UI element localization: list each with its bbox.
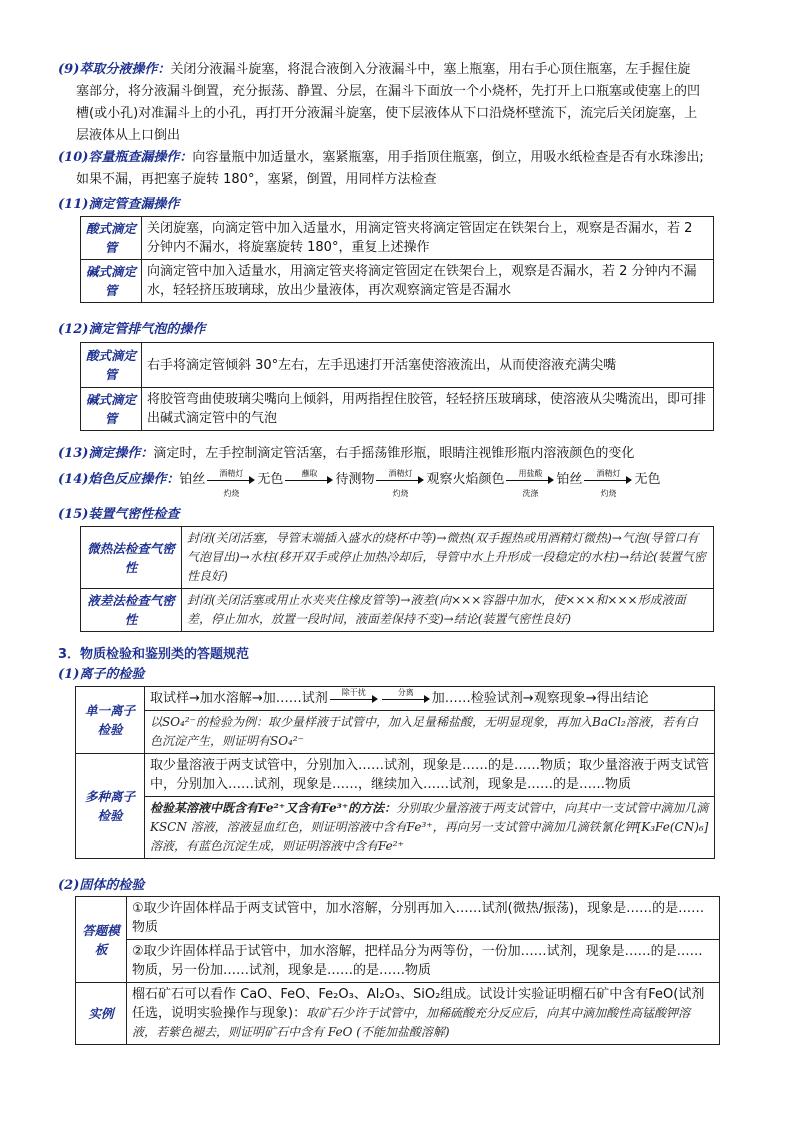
section-11-title: (11)滴定管查漏操作	[58, 197, 180, 212]
row-label: 实例	[76, 983, 127, 1045]
section-13-text: 滴定时，左手控制滴定管活塞，右手摇荡锥形瓶，眼睛注视锥形瓶内溶液颜色的变化	[153, 446, 635, 461]
table-row	[81, 589, 714, 632]
row-label: 微热法检查气密性	[81, 527, 182, 589]
row-label: 酸式滴定管	[81, 343, 142, 388]
section-9-label: (9)萃取分液操作：	[58, 62, 171, 77]
fe-example: 检验某溶液中既含有Fe²⁺又含有Fe³⁺的方法：分别取少量溶液于两支试管中，向其中一支试管中滴加几滴 KSCN 溶液，溶液显血红色，则证明溶液中含有Fe³⁺，再向另一支试管中滴加几滴铁氰化钾[K₃Fe(CN)₆]溶液，有蓝色沉淀生成，则证明溶液中含有Fe²⁺	[145, 797, 715, 859]
arrow-icon: 酒精灯 灼烧	[584, 473, 632, 487]
table-row	[76, 687, 715, 711]
ion-test-table	[75, 686, 715, 859]
flow-word: 待测物	[335, 472, 375, 487]
section-14	[58, 468, 758, 498]
flow-word: 无色	[634, 472, 661, 487]
solid-test-title: (2)固体的检验	[58, 878, 145, 893]
example-text: 榴石矿石可以看作 CaO、FeO、Fe₂O₃、Al₂O₃、SiO₂组成。试设计实验证明榴石矿中含有FeO(试剂任选，说明实验操作与现象)：取矿石少许于试管中，加稀硫酸充分反应后，向其中滴加酸性高锰酸钾溶液，若紫色褪去，则证明矿石中含有 FeO (不能加盐酸溶解)	[127, 983, 720, 1045]
section-3-title: 3．物质检验和鉴别类的答题规范	[58, 647, 250, 662]
section-12-title: (12)滴定管排气泡的操作	[58, 322, 206, 337]
section-10-line1: 向容量瓶中加适量水，塞紧瓶塞，用手指顶住瓶塞，倒立，用吸水纸检查是否有水珠渗出;	[192, 150, 704, 165]
table-row	[76, 983, 720, 1045]
so4-example: 以SO₄²⁻的检验为例：取少量样液于试管中，加入足量稀盐酸，无明显现象，再加入BaCl₂溶液，若有白色沉淀产生，则证明有SO₄²⁻	[145, 711, 715, 754]
flow-word: 铂丝	[556, 472, 583, 487]
arrow-icon: 蘸取	[285, 473, 333, 487]
arrow-icon: 分离	[382, 692, 430, 706]
section-10-line2: 如果不漏，再把塞子旋转 180°，塞紧，倒置，用同样方法检查	[76, 172, 437, 187]
row-text: 右手将滴定管倾斜 30°左右，左手迅速打开活塞使溶液流出，从而使溶液充满尖嘴	[142, 343, 714, 388]
row-label: 碱式滴定管	[81, 260, 142, 303]
section-14-label: (14)焰色反应操作：	[58, 472, 180, 487]
section-9	[58, 60, 738, 145]
section-15-title: (15)装置气密性检查	[58, 507, 180, 522]
flow-word: 无色	[257, 472, 284, 487]
section-10-label: (10)容量瓶查漏操作：	[58, 150, 193, 165]
flow-word: 铂丝	[179, 472, 206, 487]
table-row	[76, 897, 720, 940]
row-label: 酸式滴定管	[81, 217, 142, 260]
row-label: 液差法检查气密性	[81, 589, 182, 632]
table-row	[81, 388, 714, 431]
section-13-label: (13)滴定操作：	[58, 446, 154, 461]
arrow-icon: 酒精灯 灼烧	[207, 473, 255, 487]
section-9-line4: 层液体从上口倒出	[76, 128, 181, 143]
row-label: 碱式滴定管	[81, 388, 142, 431]
arrow-icon: 除干扰	[330, 692, 378, 706]
table-row	[81, 343, 714, 388]
template-2: ②取少许固体样品于试管中，加水溶解，把样品分为两等份，一份加……试剂，现象是……的是……物质，另一份加……试剂，现象是……的是……物质	[127, 940, 720, 983]
table-row	[76, 940, 720, 983]
ion-test-title: (1)离子的检验	[58, 667, 145, 682]
row-text: 封闭(关闭活塞或用止水夹夹住橡皮管等)→液差(向×××容器中加水，使×××和×××形成液面差，停止加水，放置一段时间，液面差保持不变)→结论(装置气密性良好)	[182, 589, 714, 632]
airtight-table	[80, 526, 714, 632]
section-9-line3: 槽(或小孔)对准漏斗上的小孔，再打开分液漏斗旋塞，使下层液体从下口沿烧杯壁流下，流完后关闭旋塞，上	[76, 106, 698, 121]
flow-word: 观察火焰颜色	[426, 472, 505, 487]
row-label: 多种离子检验	[76, 754, 145, 859]
table-row	[76, 754, 715, 797]
section-13	[58, 444, 738, 463]
row-text: 将胶管弯曲使玻璃尖嘴向上倾斜，用两指捏住胶管，轻轻挤压玻璃球，使溶液从尖嘴流出，即可排出碱式滴定管中的气泡	[142, 388, 714, 431]
multi-ion-text: 取少量溶液于两支试管中，分别加入……试剂，现象是……的是……物质；取少量溶液于两支试管中，分别加入……试剂，现象是……，继续加入……试剂，现象是……的是……物质	[145, 754, 715, 797]
row-text: 关闭旋塞，向滴定管中加入适量水，用滴定管夹将滴定管固定在铁架台上，观察是否漏水，若 2 分钟内不漏水，将旋塞旋转 180°，重复上述操作	[142, 217, 714, 260]
table-row	[81, 217, 714, 260]
row-text: 封闭(关闭活塞，导管末端插入盛水的烧杯中等)→微热(双手握热或用酒精灯微热)→气泡(导管口有气泡冒出)→水柱(移开双手或停止加热冷却后，导管中水上升形成一段稳定的水柱)→结论(装置气密性良好)	[182, 527, 714, 589]
arrow-icon: 用盐酸 洗涤	[506, 473, 554, 487]
table-row	[76, 797, 715, 859]
template-1: ①取少许固体样品于两支试管中，加水溶解，分别再加入……试剂(微热/振荡)，现象是……的是……物质	[127, 897, 720, 940]
section-9-line1: 关闭分液漏斗旋塞，将混合液倒入分液漏斗中，塞上瓶塞，用右手心顶住瓶塞，左手握住旋	[170, 62, 691, 77]
burette-leak-table	[80, 216, 714, 303]
arrow-icon: 酒精灯 灼烧	[376, 473, 424, 487]
table-row	[76, 711, 715, 754]
single-ion-flow: 取试样→加水溶解→加……试剂 除干扰 分离 加……检验试剂→观察现象→得出结论	[145, 687, 715, 711]
section-10	[58, 148, 738, 189]
section-9-line2: 塞部分，将分液漏斗倒置，充分振荡、静置、分层，在漏斗下面放一个小烧杯，先打开上口瓶塞或使塞上的凹	[76, 84, 701, 99]
row-text: 向滴定管中加入适量水，用滴定管夹将滴定管固定在铁架台上，观察是否漏水，若 2 分钟内不漏水，轻轻挤压玻璃球，放出少量液体，再次观察滴定管是否漏水	[142, 260, 714, 303]
solid-test-table	[75, 896, 720, 1045]
table-row	[81, 260, 714, 303]
table-row	[81, 527, 714, 589]
row-label: 单一离子检验	[76, 687, 145, 754]
burette-bubble-table	[80, 342, 714, 431]
row-label: 答题模板	[76, 897, 127, 983]
